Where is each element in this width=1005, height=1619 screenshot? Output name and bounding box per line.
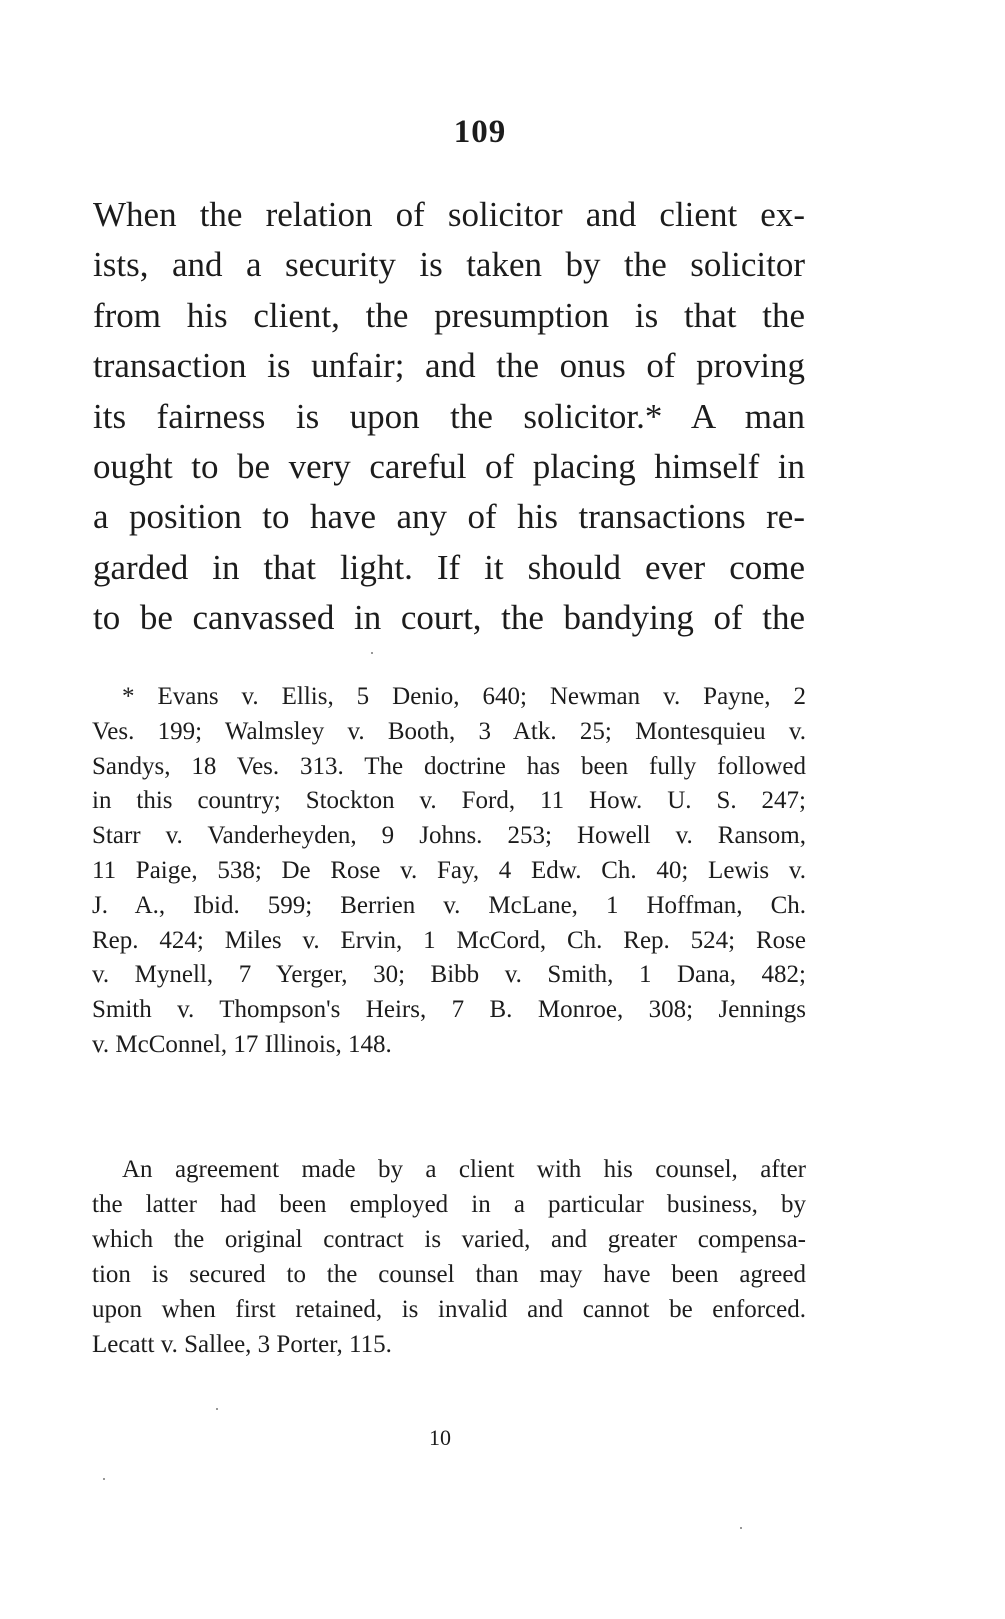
footnote-line: J. A., Ibid. 599; Berrien v. McLane, 1 Hoffman, Ch. [92,891,806,919]
signature-mark: 10 [429,1425,451,1450]
footnote-line: Starr v. Vanderheyden, 9 Johns. 253; Howell v. Ransom, [92,822,806,850]
body-line: ought to be very careful of placing himself in [93,446,805,486]
paper-speck [371,652,373,654]
body-line: transaction is unfair; and the onus of proving [93,346,805,386]
body-paragraph [93,190,805,644]
footnote-line: Ves. 199; Walmsley v. Booth, 3 Atk. 25; Montesquieu v. [92,717,806,745]
note-paragraph [92,1152,806,1362]
body-line: its fairness is upon the solicitor.* A man [93,396,805,436]
page-number: 109 [453,114,507,150]
footnote-line: Sandys, 18 Ves. 313. The doctrine has been fully followed [92,752,806,780]
note-line: tion is secured to the counsel than may have been agreed [92,1261,806,1288]
body-line: ists, and a security is taken by the solicitor [93,245,805,285]
footnote-line: Rep. 424; Miles v. Ervin, 1 McCord, Ch. Rep. 524; Rose [92,926,806,954]
body-line: from his client, the presumption is that the [93,295,805,335]
note-line: Lecatt v. Sallee, 3 Porter, 115. [92,1331,392,1358]
footnote-line: 11 Paige, 538; De Rose v. Fay, 4 Edw. Ch. 40; Lewis v. [92,856,806,884]
note-line: upon when first retained, is invalid and cannot be enforced. [92,1296,806,1323]
body-line: garded in that light. If it should ever come [93,547,805,587]
footnote [92,680,806,1063]
footnote-line: Smith v. Thompson's Heirs, 7 B. Monroe, 308; Jennings [92,996,806,1024]
body-line: When the relation of solicitor and client ex- [93,195,805,234]
note-line: the latter had been employed in a particular business, by [92,1191,806,1218]
note-line: which the original contract is varied, and greater compensa- [92,1226,806,1253]
body-line: to be canvassed in court, the bandying of the [93,598,805,638]
paper-speck [216,1408,218,1410]
note-line: An agreement made by a client with his counsel, after [122,1156,806,1183]
footnote-line: * Evans v. Ellis, 5 Denio, 640; Newman v. Payne, 2 [122,683,806,710]
body-line: a position to have any of his transactions re- [93,497,805,537]
footnote-line: v. McConnel, 17 Illinois, 148. [92,1030,392,1058]
footnote-line: v. Mynell, 7 Yerger, 30; Bibb v. Smith, 1 Dana, 482; [92,961,806,989]
paper-speck [103,1478,105,1480]
paper-speck [740,1527,742,1529]
footnote-line: in this country; Stockton v. Ford, 11 How. U. S. 247; [92,787,806,815]
